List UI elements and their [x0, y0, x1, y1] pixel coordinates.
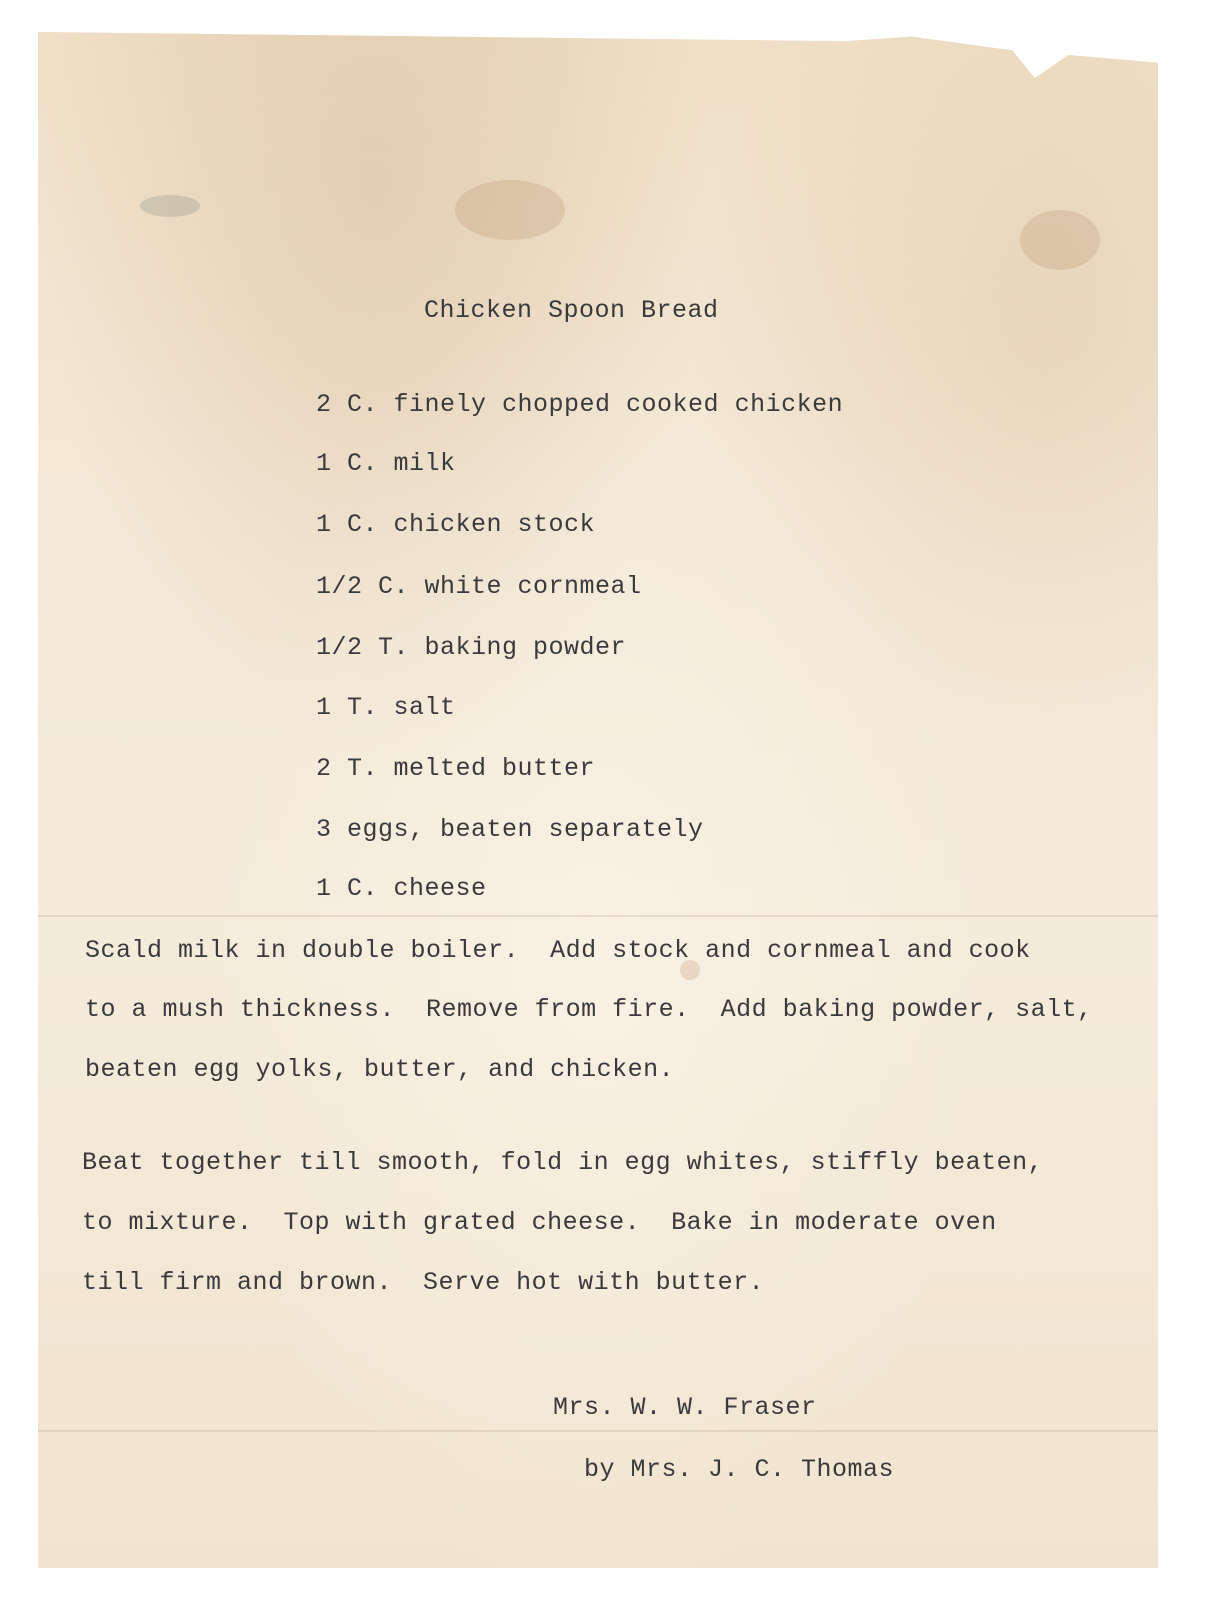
ingredient-line: 1/2 C. white cornmeal: [316, 572, 642, 601]
attribution-line: by Mrs. J. C. Thomas: [584, 1455, 895, 1484]
fold-line: [38, 1430, 1158, 1432]
ingredient-line: 2 T. melted butter: [316, 754, 596, 783]
ingredient-line: 1 T. salt: [316, 693, 456, 722]
ingredient-line: 2 C. finely chopped cooked chicken: [316, 390, 844, 419]
attribution-line: Mrs. W. W. Fraser: [553, 1393, 817, 1422]
ingredient-line: 1 C. cheese: [316, 874, 487, 903]
stain: [455, 180, 565, 240]
stain: [1020, 210, 1100, 270]
fold-line: [38, 915, 1158, 917]
recipe-paper: [38, 32, 1158, 1568]
recipe-title: Chicken Spoon Bread: [424, 296, 719, 325]
instruction-line: till firm and brown. Serve hot with butter.: [82, 1268, 765, 1297]
instruction-line: to a mush thickness. Remove from fire. Add baking powder, salt,: [85, 995, 1093, 1024]
ingredient-line: 3 eggs, beaten separately: [316, 815, 704, 844]
instruction-line: Scald milk in double boiler. Add stock and cornmeal and cook: [85, 936, 1031, 965]
instruction-line: to mixture. Top with grated cheese. Bake in moderate oven: [82, 1208, 997, 1237]
ingredient-line: 1/2 T. baking powder: [316, 633, 627, 662]
instruction-line: beaten egg yolks, butter, and chicken.: [85, 1055, 675, 1084]
instruction-line: Beat together till smooth, fold in egg whites, stiffly beaten,: [82, 1148, 1044, 1177]
ingredient-line: 1 C. chicken stock: [316, 510, 596, 539]
stain: [140, 195, 200, 217]
ingredient-line: 1 C. milk: [316, 449, 456, 478]
